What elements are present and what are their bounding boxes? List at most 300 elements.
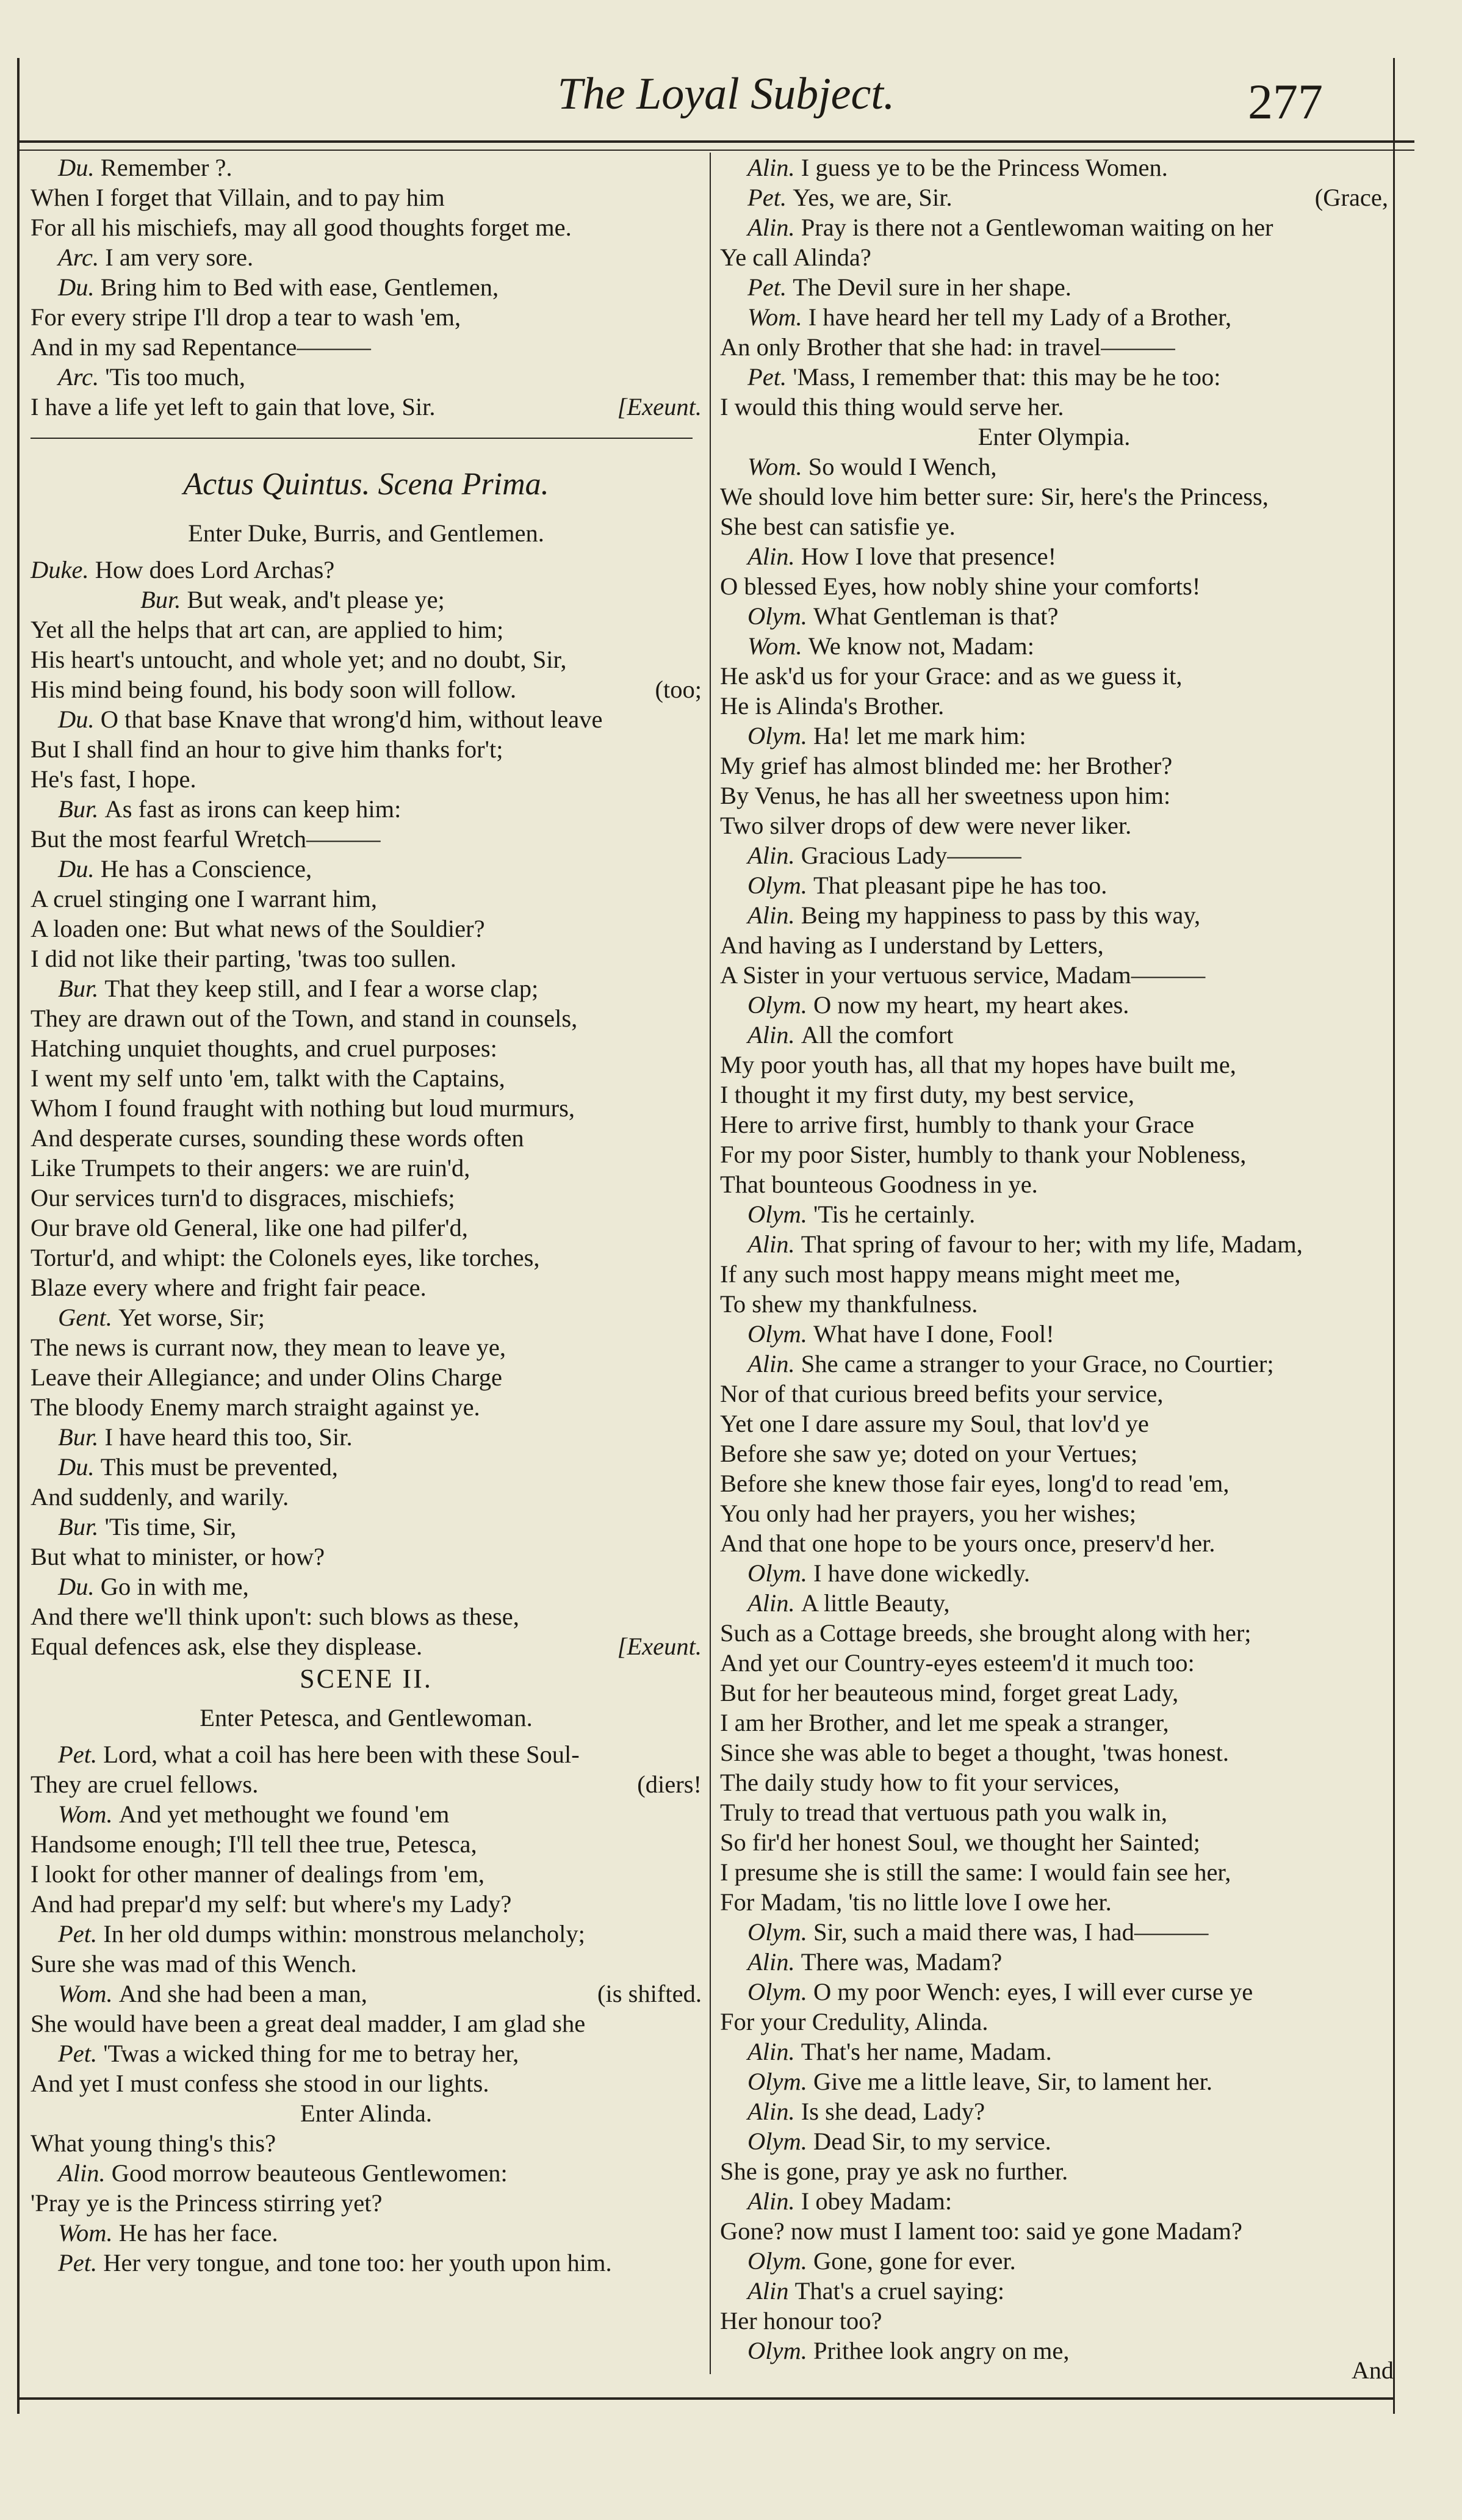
verse-line	[720, 1797, 1388, 1827]
verse-line	[31, 1213, 702, 1243]
right-column	[720, 153, 1388, 2366]
speaker-name: Pet.	[747, 273, 793, 301]
speaker-name: Pet.	[747, 184, 793, 211]
verse-line	[720, 1169, 1388, 1199]
speaker-name: Arc.	[58, 244, 106, 271]
column-divider	[710, 153, 711, 2374]
line-text: 'Tis too much,	[105, 363, 245, 391]
verse-line	[31, 2248, 702, 2278]
line-text: My grief has almost blinded me: her Brother?	[720, 752, 1173, 779]
speaker-name: Alin.	[747, 1589, 801, 1617]
stage-direction-act: Enter Duke, Burris, and Gentlemen.	[188, 519, 544, 547]
line-text: We should love him better sure: Sir, here's the Princess,	[720, 483, 1269, 510]
line-text: But for her beauteous mind, forget great Lady,	[720, 1679, 1179, 1706]
line-text: Lord, what a coil has here been with these Soul-	[103, 1741, 580, 1768]
verse-line	[720, 1827, 1388, 1857]
verse-line	[720, 212, 1388, 242]
line-text: And suddenly, and warily.	[31, 1483, 289, 1511]
verse-line	[720, 1110, 1388, 1139]
line-text: He has her face.	[118, 2219, 278, 2247]
line-text: He ask'd us for your Grace: and as we guess it,	[720, 662, 1183, 690]
speaker-name: Duke.	[31, 556, 95, 583]
verse-line	[720, 811, 1388, 840]
line-text: Here to arrive first, humbly to thank your Grace	[720, 1111, 1195, 1138]
line-text: Yet one I dare assure my Soul, that lov'd ye	[720, 1410, 1149, 1437]
stage-direction-scene-two: Enter Petesca, and Gentlewoman.	[200, 1704, 533, 1731]
line-text: She came a stranger to your Grace, no Courtier;	[801, 1350, 1274, 1377]
line-text: I have heard her tell my Lady of a Brother,	[808, 303, 1232, 331]
verse-line	[31, 674, 702, 704]
speaker-name: Pet.	[58, 1920, 104, 1948]
verse-line	[31, 944, 702, 973]
verse-line	[720, 1349, 1388, 1379]
line-text: We know not, Madam:	[808, 632, 1034, 660]
verse-line	[720, 1767, 1388, 1797]
line-text: For Madam, 'tis no little love I owe her.	[720, 1888, 1112, 1916]
line-text: So fir'd her honest Soul, we thought her Sainted;	[720, 1829, 1200, 1856]
line-text: There was, Madam?	[801, 1948, 1003, 1976]
verse-line	[720, 601, 1388, 631]
line-text: He has a Conscience,	[100, 855, 312, 883]
verse-line	[31, 1769, 702, 1799]
verse-line	[720, 2067, 1388, 2096]
verse-line	[31, 1332, 702, 1362]
verse-line	[31, 272, 702, 302]
line-text: They are drawn out of the Town, and stand in counsels,	[31, 1005, 578, 1032]
line-text: Nor of that curious breed befits your service,	[720, 1380, 1164, 1407]
verse-line	[720, 900, 1388, 930]
verse-line	[31, 1572, 702, 1601]
speaker-name: Alin.	[747, 1948, 801, 1976]
verse-line	[720, 1020, 1388, 1050]
line-text: But weak, and't please ye;	[187, 586, 445, 613]
speaker-name: Olym.	[747, 602, 813, 630]
turnover-fragment: (Grace,	[1314, 184, 1388, 211]
verse-line	[720, 2336, 1388, 2366]
verse-line	[31, 1859, 702, 1889]
verse-line	[31, 1063, 702, 1093]
verse-line	[31, 1739, 702, 1769]
verse-line	[720, 2246, 1388, 2276]
verse-line	[720, 452, 1388, 482]
line-text: A loaden one: But what news of the Souldier?	[31, 915, 485, 942]
verse-line	[31, 854, 702, 884]
line-text: For all his mischiefs, may all good thoughts forget me.	[31, 214, 572, 241]
verse-line	[720, 2306, 1388, 2336]
verse-line	[720, 2186, 1388, 2216]
verse-line	[720, 1917, 1388, 1947]
line-text: She best can satisfie ye.	[720, 513, 956, 540]
line-text: I presume she is still the same: I would fain see her,	[720, 1858, 1231, 1886]
verse-line	[31, 1542, 702, 1572]
verse-line	[31, 1829, 702, 1859]
line-text: As fast as irons can keep him:	[104, 795, 402, 823]
verse-line	[31, 1302, 702, 1332]
speaker-name: Alin	[747, 2277, 795, 2305]
speaker-name: Alin.	[747, 214, 801, 241]
line-text: I obey Madam:	[801, 2187, 952, 2215]
line-text: What have I done, Fool!	[813, 1320, 1054, 1348]
line-text: The daily study how to fit your services,	[720, 1769, 1120, 1796]
verse-line	[720, 1139, 1388, 1169]
line-text: He's fast, I hope.	[31, 765, 196, 793]
line-text: Since she was able to beget a thought, 'twas honest.	[720, 1739, 1229, 1766]
line-text: Such as a Cottage breeds, she brought along with her;	[720, 1619, 1251, 1647]
line-text: In her old dumps within: monstrous melancholy;	[103, 1920, 585, 1948]
verse-line	[31, 332, 702, 362]
running-title: The Loyal Subject.	[557, 69, 895, 119]
line-text: I guess ye to be the Princess Women.	[801, 154, 1168, 181]
line-text: Is she dead, Lady?	[801, 2098, 985, 2125]
line-text: What Gentleman is that?	[813, 602, 1059, 630]
verse-line	[31, 1452, 702, 1482]
line-text: That's her name, Madam.	[801, 2038, 1052, 2065]
verse-line	[720, 691, 1388, 721]
line-text: Ye call Alinda?	[720, 244, 871, 271]
verse-line	[720, 153, 1388, 182]
speaker-name: Alin.	[747, 842, 801, 869]
line-text: To shew my thankfulness.	[720, 1290, 978, 1318]
speaker-name: Alin.	[747, 2187, 801, 2215]
line-text: And yet our Country-eyes esteem'd it much too:	[720, 1649, 1195, 1677]
speaker-name: Bur.	[140, 586, 187, 613]
verse-line	[720, 571, 1388, 601]
verse-line	[720, 2216, 1388, 2246]
line-text: For your Credulity, Alinda.	[720, 2008, 988, 2035]
line-text: And desperate curses, sounding these words often	[31, 1124, 524, 1152]
line-text: For every stripe I'll drop a tear to wash 'em,	[31, 303, 461, 331]
speaker-name: Alin.	[747, 2098, 801, 2125]
line-text: They are cruel fellows.	[31, 1771, 259, 1798]
line-text: Yet worse, Sir;	[118, 1304, 265, 1331]
speaker-name: Olym.	[747, 2068, 813, 2095]
speaker-name: Bur.	[58, 1423, 105, 1451]
verse-line	[720, 2007, 1388, 2037]
line-text: 'Twas a wicked thing for me to betray her,	[103, 2040, 519, 2067]
verse-line	[720, 482, 1388, 511]
verse-line	[720, 392, 1388, 422]
line-text: O my poor Wench: eyes, I will ever curse ye	[813, 1978, 1253, 2006]
verse-line	[720, 1648, 1388, 1678]
verse-line	[31, 302, 702, 332]
header-rule-secondary	[17, 150, 1414, 151]
line-text: You only had her prayers, you her wishes;	[720, 1500, 1137, 1527]
speaker-name: Olym.	[747, 1320, 813, 1348]
speaker-name: Pet.	[58, 1741, 104, 1768]
line-text: By Venus, he has all her sweetness upon him:	[720, 782, 1171, 809]
speaker-name: Bur.	[58, 1513, 105, 1540]
line-text: But what to minister, or how?	[31, 1543, 325, 1570]
speaker-name: Olym.	[747, 991, 813, 1019]
line-text: That bounteous Goodness in ye.	[720, 1171, 1038, 1198]
verse-line	[720, 1080, 1388, 1110]
catchword: And	[1352, 2356, 1394, 2384]
line-text: What young thing's this?	[31, 2129, 276, 2157]
line-text: Before she saw ye; doted on your Vertues;	[720, 1440, 1138, 1467]
verse-line	[720, 1588, 1388, 1618]
line-text: But the most fearful Wretch———	[31, 825, 381, 853]
act-divider-rule	[31, 438, 693, 439]
line-text: O blessed Eyes, how nobly shine your comforts!	[720, 572, 1201, 600]
line-text: Our brave old General, like one had pilfer'd,	[31, 1214, 468, 1241]
speaker-name: Pet.	[58, 2249, 104, 2276]
line-text: Go in with me,	[100, 1573, 249, 1600]
line-text: Two silver drops of dew were never liker.	[720, 812, 1132, 839]
verse-line	[720, 661, 1388, 691]
speaker-name: Alin.	[747, 901, 801, 929]
line-text: Remember ?.	[100, 154, 232, 181]
verse-line	[720, 1708, 1388, 1738]
verse-line	[31, 2068, 702, 2098]
line-text: If any such most happy means might meet me,	[720, 1260, 1181, 1288]
line-text: And there we'll think upon't: such blows as these,	[31, 1603, 519, 1630]
speaker-name: Pet.	[58, 2040, 104, 2067]
speaker-name: Du.	[58, 273, 101, 301]
line-text: A Sister in your vertuous service, Madam———	[720, 961, 1206, 989]
verse-line	[31, 764, 702, 794]
verse-line	[31, 794, 702, 824]
verse-line	[720, 631, 1388, 661]
line-text: That spring of favour to her; with my life, Madam,	[801, 1230, 1303, 1258]
verse-line	[31, 392, 702, 422]
line-text: Truly to tread that vertuous path you walk in,	[720, 1799, 1168, 1826]
verse-line	[31, 1422, 702, 1452]
line-text: Before she knew those fair eyes, long'd to read 'em,	[720, 1470, 1230, 1497]
line-text: Whom I found fraught with nothing but loud murmurs,	[31, 1094, 575, 1122]
speaker-name: Arc.	[58, 363, 106, 391]
verse-line	[720, 1379, 1388, 1409]
verse-line	[720, 302, 1388, 332]
verse-line	[31, 1979, 702, 2009]
page-frame-right-rule	[1393, 58, 1395, 2414]
line-text: A little Beauty,	[801, 1589, 950, 1617]
verse-line	[720, 1289, 1388, 1319]
speaker-name: Olym.	[747, 872, 813, 899]
line-text: I thought it my first duty, my best service,	[720, 1081, 1135, 1108]
line-text: The bloody Enemy march straight against ye.	[31, 1393, 480, 1421]
verse-line	[31, 615, 702, 644]
speaker-name: Wom.	[58, 2219, 119, 2247]
speaker-name: Olym.	[747, 1918, 813, 1946]
verse-line	[720, 2126, 1388, 2156]
line-text: I am very sore.	[105, 244, 254, 271]
line-text: I went my self unto 'em, talkt with the Captains,	[31, 1064, 505, 1092]
exit-direction: [Exeunt.	[617, 1633, 702, 1660]
line-text: Like Trumpets to their angers: we are ruin'd,	[31, 1154, 470, 1182]
line-text: I lookt for other manner of dealings from 'em,	[31, 1860, 484, 1888]
verse-line	[720, 751, 1388, 781]
speaker-name: Alin.	[747, 2038, 801, 2065]
line-text: O that base Knave that wrong'd him, without leave	[100, 706, 603, 733]
line-text: All the comfort	[801, 1021, 954, 1049]
line-text: Hatching unquiet thoughts, and cruel purposes:	[31, 1034, 497, 1062]
line-text: Pray is there not a Gentlewoman waiting on her	[801, 214, 1273, 241]
line-text: And yet methought we found 'em	[118, 1800, 450, 1828]
turnover-fragment: (diers!	[637, 1771, 702, 1798]
line-text: Good morrow beauteous Gentlewomen:	[111, 2159, 508, 2187]
line-text: I am her Brother, and let me speak a stranger,	[720, 1709, 1169, 1736]
line-text: His heart's untoucht, and whole yet; and no doubt, Sir,	[31, 646, 567, 673]
speaker-name: Alin.	[58, 2159, 112, 2187]
verse-line	[31, 1273, 702, 1302]
line-text: 'Mass, I remember that: this may be he too:	[793, 363, 1221, 391]
speaker-name: Alin.	[747, 1021, 801, 1049]
verse-line	[720, 1199, 1388, 1229]
line-text: My poor youth has, all that my hopes have built me,	[720, 1051, 1236, 1078]
verse-line	[720, 721, 1388, 751]
verse-line	[31, 2128, 702, 2158]
verse-line	[720, 2156, 1388, 2186]
line-text: His mind being found, his body soon will follow.	[31, 676, 517, 703]
line-text: I have done wickedly.	[813, 1559, 1030, 1587]
verse-line	[720, 960, 1388, 990]
verse-line	[31, 555, 702, 585]
verse-line	[720, 840, 1388, 870]
verse-line	[31, 1033, 702, 1063]
line-text: Sir, such a maid there was, I had———	[813, 1918, 1209, 1946]
line-text: A cruel stinging one I warrant him,	[31, 885, 377, 912]
speaker-name: Du.	[58, 154, 101, 181]
line-text: This must be prevented,	[100, 1453, 338, 1481]
verse-line	[720, 1857, 1388, 1887]
line-text: Ha! let me mark him:	[813, 722, 1026, 749]
verse-line	[31, 1601, 702, 1631]
line-text: And she had been a man,	[118, 1980, 367, 2007]
line-text: Handsome enough; I'll tell thee true, Petesca,	[31, 1830, 477, 1858]
line-text: And yet I must confess she stood in our lights.	[31, 2070, 489, 2097]
verse-line	[31, 884, 702, 914]
line-text: But I shall find an hour to give him thanks for't;	[31, 735, 503, 763]
verse-line	[31, 1243, 702, 1273]
line-text: Her very tongue, and tone too: her youth upon him.	[103, 2249, 612, 2276]
verse-line	[720, 242, 1388, 272]
speaker-name: Du.	[58, 706, 101, 733]
scene-heading: SCENE II.	[300, 1664, 433, 1694]
line-text: For my poor Sister, humbly to thank your Nobleness,	[720, 1141, 1247, 1168]
line-text: Prithee look angry on me,	[813, 2337, 1070, 2364]
verse-line	[31, 212, 702, 242]
line-text: Our services turn'd to disgraces, mischiefs;	[31, 1184, 455, 1211]
speaker-name: Gent.	[58, 1304, 118, 1331]
line-text: Tortur'd, and whipt: the Colonels eyes, like torches,	[31, 1244, 540, 1271]
line-text: 'Pray ye is the Princess stirring yet?	[31, 2189, 383, 2217]
verse-line	[720, 272, 1388, 302]
line-text: Gone, gone for ever.	[813, 2247, 1016, 2275]
act-heading: Actus Quintus. Scena Prima.	[183, 467, 549, 502]
line-text: Equal defences ask, else they displease.	[31, 1633, 423, 1660]
line-text: That pleasant pipe he has too.	[813, 872, 1107, 899]
line-text: The news is currant now, they mean to leave ye,	[31, 1334, 506, 1361]
verse-line	[31, 182, 702, 212]
turnover-fragment: (too;	[655, 676, 702, 703]
line-text: The Devil sure in her shape.	[793, 273, 1071, 301]
stage-direction: Enter Alinda.	[300, 2099, 432, 2127]
line-text: O now my heart, my heart akes.	[813, 991, 1129, 1019]
verse-line	[720, 1229, 1388, 1259]
verse-line	[31, 644, 702, 674]
verse-line	[31, 1949, 702, 1979]
verse-line	[720, 930, 1388, 960]
scene-two-lines	[31, 1739, 702, 2278]
line-text: Her honour too?	[720, 2307, 882, 2334]
line-text: An only Brother that she had: in travel———	[720, 333, 1175, 361]
line-text: How I love that presence!	[801, 543, 1057, 570]
verse-line	[31, 2038, 702, 2068]
verse-line	[720, 990, 1388, 1020]
verse-line	[31, 153, 702, 182]
speaker-name: Wom.	[747, 632, 808, 660]
verse-line	[31, 1183, 702, 1213]
speaker-name: Olym.	[747, 1200, 813, 1228]
line-text: 'Tis he certainly.	[813, 1200, 976, 1228]
verse-line	[720, 1678, 1388, 1708]
verse-line	[31, 1362, 702, 1392]
speaker-name: Du.	[58, 1573, 101, 1600]
verse-line	[720, 1409, 1388, 1439]
verse-line	[720, 1468, 1388, 1498]
speaker-name: Wom.	[747, 453, 808, 480]
verse-line	[720, 1887, 1388, 1917]
verse-line	[31, 734, 702, 764]
verse-line	[31, 1482, 702, 1512]
line-text: Sure she was mad of this Wench.	[31, 1950, 357, 1977]
speaker-name: Du.	[58, 1453, 101, 1481]
speaker-name: Olym.	[747, 2128, 813, 2155]
line-text: He is Alinda's Brother.	[720, 692, 945, 720]
line-text: So would I Wench,	[808, 453, 997, 480]
left-column	[31, 153, 702, 2278]
verse-line	[31, 1512, 702, 1542]
header-rule	[17, 140, 1414, 143]
verse-line	[720, 2037, 1388, 2067]
verse-line	[720, 182, 1388, 212]
verse-line	[720, 870, 1388, 900]
line-text: That's a cruel saying:	[794, 2277, 1005, 2305]
stage-direction: Enter Olympia.	[978, 423, 1131, 450]
speaker-name: Alin.	[747, 1230, 801, 1258]
verse-line	[31, 2188, 702, 2218]
verse-line	[720, 1528, 1388, 1558]
line-text: Yet all the helps that art can, are applied to him;	[31, 616, 504, 643]
speaker-name: Wom.	[58, 1980, 119, 2007]
line-text: Gracious Lady———	[801, 842, 1021, 869]
verse-line	[720, 1558, 1388, 1588]
speaker-name: Wom.	[747, 303, 808, 331]
line-text: I would this thing would serve her.	[720, 393, 1064, 421]
verse-line	[720, 511, 1388, 541]
verse-line	[31, 914, 702, 944]
verse-line	[31, 1919, 702, 1949]
line-text: She is gone, pray ye ask no further.	[720, 2157, 1068, 2185]
verse-line	[31, 704, 702, 734]
verse-line	[31, 1093, 702, 1123]
verse-line	[720, 332, 1388, 362]
page-number: 277	[1248, 74, 1323, 129]
verse-line	[720, 1259, 1388, 1289]
verse-line	[720, 1618, 1388, 1648]
line-text: Being my happiness to pass by this way,	[801, 901, 1201, 929]
line-text: Yes, we are, Sir.	[793, 184, 952, 211]
line-text: And having as I understand by Letters,	[720, 931, 1104, 959]
speaker-name: Olym.	[747, 1559, 813, 1587]
speaker-name: Alin.	[747, 1350, 801, 1377]
verse-line	[720, 362, 1388, 392]
exit-direction: [Exeunt.	[617, 393, 702, 421]
verse-line	[31, 973, 702, 1003]
speaker-name: Bur.	[58, 795, 105, 823]
verse-line	[31, 1153, 702, 1183]
verse-line	[31, 1889, 702, 1919]
